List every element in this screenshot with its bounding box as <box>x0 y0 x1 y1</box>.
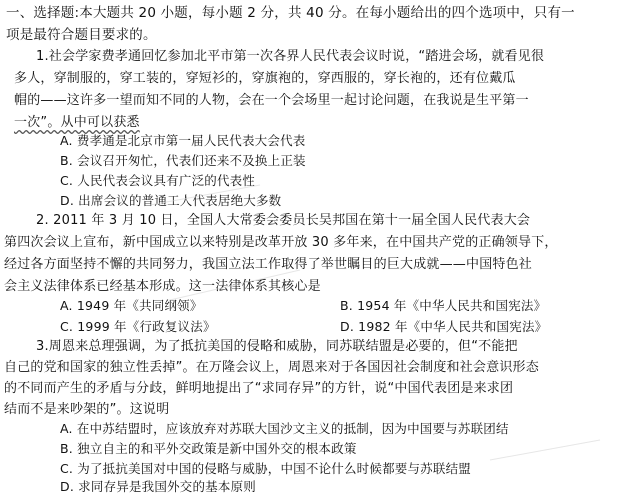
q3-stem-line-1: 3.周恩来总理强调，为了抵抗美国的侵略和威胁，同苏联结盟是必要的，但“不能把 <box>36 339 518 354</box>
q1-stem-line-3: 帽的——这许多一望而知不同的人物，会在一个会场里一起讨论问题，在我说是生平第一 <box>14 93 529 108</box>
q1-stem-line-1: 1.社会学家费孝通回忆参加北平市第一次各界人民代表会议时说，“踏进会场，就看见很 <box>36 49 545 64</box>
q2-stem-line-4: 会主义法律体系已经基本形成。这一法律体系其核心是 <box>4 279 321 294</box>
q3-option-d: D. 求同存异是我国外交的基本原则 <box>60 479 256 494</box>
section-heading-line-1: 一、选择题:本大题共 20 小题，每小题 2 分，共 40 分。在每小题给出的四个选项中，只有一 <box>6 5 575 21</box>
section-heading-line-2: 项是最符合题目要求的。 <box>6 27 157 43</box>
q3-option-a: A. 在中苏结盟时，应该放弃对苏联大国沙文主义的抵制，因为中国要与苏联团结 <box>60 421 509 436</box>
q2-stem-line-2: 第四次会议上宣布，新中国成立以来特别是改革开放 30 多年来，在中国共产党的正确领导下， <box>4 235 558 250</box>
q1-option-a: A. 费孝通是北京市第一届人民代表大会代表 <box>60 133 306 148</box>
q1-stem-line-4: 一次”。从中可以获悉 <box>14 115 140 130</box>
q2-stem-line-1: 2. 2011 年 3 月 10 日，全国人大常委会委员长吴邦国在第十一届全国人民代表大会 <box>36 213 531 228</box>
q2-stem-line-3: 经过各方面坚持不懈的共同努力，我国立法工作取得了举世瞩目的巨大成就——中国特色社 <box>4 257 533 272</box>
q3-option-b: B. 独立自主的和平外交政策是新中国外交的根本政策 <box>60 441 357 456</box>
q2-option-b: B. 1954 年《中华人民共和国宪法》 <box>340 298 547 313</box>
q1-stem-line-2: 多人，穿制服的，穿工装的，穿短衫的，穿旗袍的，穿西服的，穿长袍的，还有位戴瓜 <box>14 71 516 86</box>
q2-option-c: C. 1999 年《行政复议法》 <box>60 319 216 334</box>
q3-stem-line-2: 自己的党和国家的独立性丢掉”。在万隆会议上，周恩来对于各国因社会制度和社会意识形态 <box>4 360 539 375</box>
q3-option-c: C. 为了抵抗美国对中国的侵略与威胁，中国不论什么时候都要与苏联结盟 <box>60 461 471 476</box>
q1-option-d: D. 出席会议的普通工人代表居绝大多数 <box>60 193 282 208</box>
q1-option-c: C. 人民代表会议具有广泛的代表性 <box>60 173 256 188</box>
q3-stem-line-3: 的不同而产生的矛盾与分歧，鲜明地提出了“求同存异”的方针，说“中国代表团是来求团 <box>4 381 514 396</box>
q2-option-a: A. 1949 年《共同纲领》 <box>60 298 203 313</box>
q1-option-b: B. 会议召开匆忙，代表们还来不及换上正装 <box>60 153 306 168</box>
q2-option-d: D. 1982 年《中华人民共和国宪法》 <box>340 319 548 334</box>
q3-stem-line-4: 结而不是来吵架的”。这说明 <box>4 402 170 417</box>
